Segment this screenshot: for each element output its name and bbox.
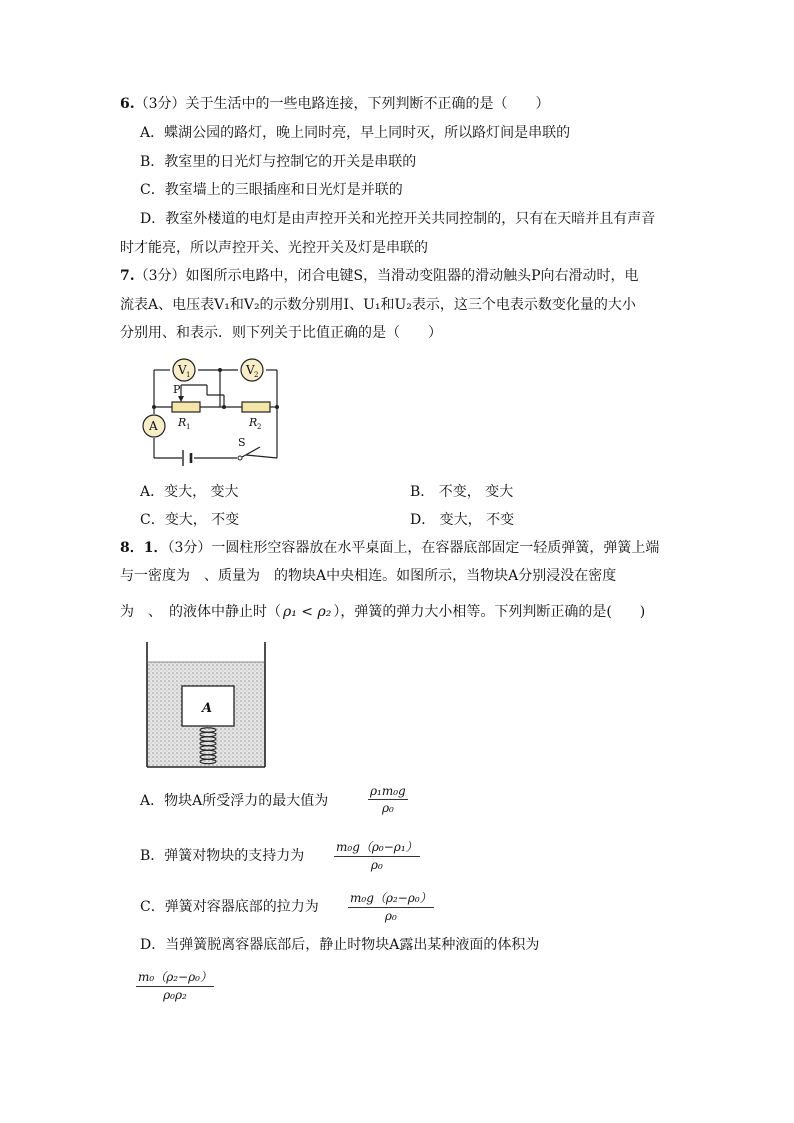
q6-option-d-continued: 时才能亮，所以声控开关、光控开关及灯是串联的 bbox=[120, 240, 428, 256]
q8-option-b: B．弹簧对物块的支持力为 bbox=[140, 848, 305, 864]
q8-stem-line-2: 与一密度为 、质量为 的物块A中央相连。如图所示，当物块A分别浸没在密度 bbox=[120, 568, 617, 584]
q8-stem-text-1: （3分）一圆柱形空容器放在水平桌面上，在容器底部固定一轻质弹簧，弹簧上端 bbox=[167, 540, 660, 556]
q8-density-condition: ρ₁ < ρ₂ bbox=[283, 604, 332, 620]
q8-formula-c-denominator: ρ₀ bbox=[384, 909, 397, 923]
q8-stem-line-3 bbox=[120, 602, 645, 622]
q8-option-d: D．当弹簧脱离容器底部后，静止时物块A露出某种液面的体积为 bbox=[140, 937, 540, 953]
q6-stem bbox=[120, 94, 550, 114]
v2-sub-label: 2 bbox=[254, 371, 259, 379]
q8-formula-d bbox=[136, 968, 214, 1002]
container-diagram bbox=[144, 640, 268, 770]
q7-number: 7. bbox=[120, 268, 135, 284]
q8-stem-text-4: ），弹簧的弹力大小相等。下列判断正确的是( ) bbox=[333, 604, 646, 620]
q8-stem-line-1 bbox=[120, 538, 659, 558]
q8-option-c: C．弹簧对容器底部的拉力为 bbox=[140, 899, 319, 915]
q7-option-d: D． 变大， 不变 bbox=[410, 512, 515, 528]
q7-option-b: B． 不变， 变大 bbox=[410, 484, 514, 500]
q7-option-a: A．变大， 变大 bbox=[140, 484, 239, 500]
q8-formula-b-denominator: ρ₀ bbox=[370, 858, 383, 872]
v2-label: V bbox=[246, 363, 255, 377]
q6-option-d: D．教室外楼道的电灯是由声控开关和光控开关共同控制的，只有在天暗并且有声音 bbox=[140, 211, 656, 227]
slider-label: P bbox=[173, 383, 181, 396]
block-a-label: A bbox=[202, 701, 213, 716]
q7-stem-line-2: 流表A、电压表V₁和V₂的示数分别用I、U₁和U₂表示，这三个电表示数变化量的大小 bbox=[120, 297, 636, 313]
circuit-diagram bbox=[134, 352, 284, 470]
q6-option-c: C．教室墙上的三眼插座和日光灯是并联的 bbox=[140, 182, 403, 198]
v1-sub-label: 1 bbox=[186, 371, 191, 379]
v1-label: V bbox=[178, 363, 187, 377]
q8-formula-a bbox=[368, 784, 408, 815]
r1-label: R bbox=[178, 416, 187, 429]
resistor-r2-icon bbox=[242, 402, 270, 412]
q7-stem-line-1 bbox=[120, 266, 639, 286]
q6-stem-text: （3分）关于生活中的一些电路连接，下列判断不正确的是（ ） bbox=[134, 96, 550, 112]
q6-number: 6. bbox=[120, 96, 135, 112]
q8-formula-a-denominator: ρ₀ bbox=[381, 801, 394, 815]
q8-formula-d-numerator: m₀（ρ₂−ρ₀） bbox=[136, 968, 214, 987]
switch-label: S bbox=[238, 436, 246, 449]
q6-option-b: B．教室里的日光灯与控制它的开关是串联的 bbox=[140, 154, 417, 170]
q8-stem-text-3: 为 、 的液体中静止时（ bbox=[120, 604, 281, 620]
r1-sub-label: 1 bbox=[186, 423, 191, 431]
battery-icon bbox=[183, 450, 191, 466]
r2-sub-label: 2 bbox=[257, 423, 262, 431]
q6-option-a: A．蝶湖公园的路灯，晚上同时亮，早上同时灭，所以路灯间是串联的 bbox=[140, 125, 571, 141]
q8-formula-d-denominator: ρ₀ρ₂ bbox=[163, 988, 187, 1002]
q7-option-c: C．变大， 不变 bbox=[140, 512, 240, 528]
q8-number: 8．1． bbox=[120, 540, 168, 556]
r2-label: R bbox=[249, 416, 258, 429]
resistor-r1-icon bbox=[172, 402, 200, 412]
q8-option-a: A．物块A所受浮力的最大值为 bbox=[140, 793, 329, 809]
q7-stem-line-3: 分别用、和表示．则下列关于比值正确的是（ ） bbox=[120, 325, 442, 341]
q8-formula-b bbox=[334, 838, 420, 872]
q8-formula-c-numerator: m₀g（ρ₂−ρ₀） bbox=[348, 889, 434, 908]
q8-formula-c bbox=[348, 889, 434, 923]
q8-formula-b-numerator: m₀g（ρ₀−ρ₁） bbox=[334, 838, 420, 857]
ammeter-label: A bbox=[149, 419, 158, 433]
q8-formula-a-numerator: ρ₁m₀g bbox=[370, 784, 406, 798]
q7-stem-text-1: （3分）如图所示电路中，闭合电键S，当滑动变阻器的滑动触头P向右滑动时，电 bbox=[134, 268, 639, 284]
